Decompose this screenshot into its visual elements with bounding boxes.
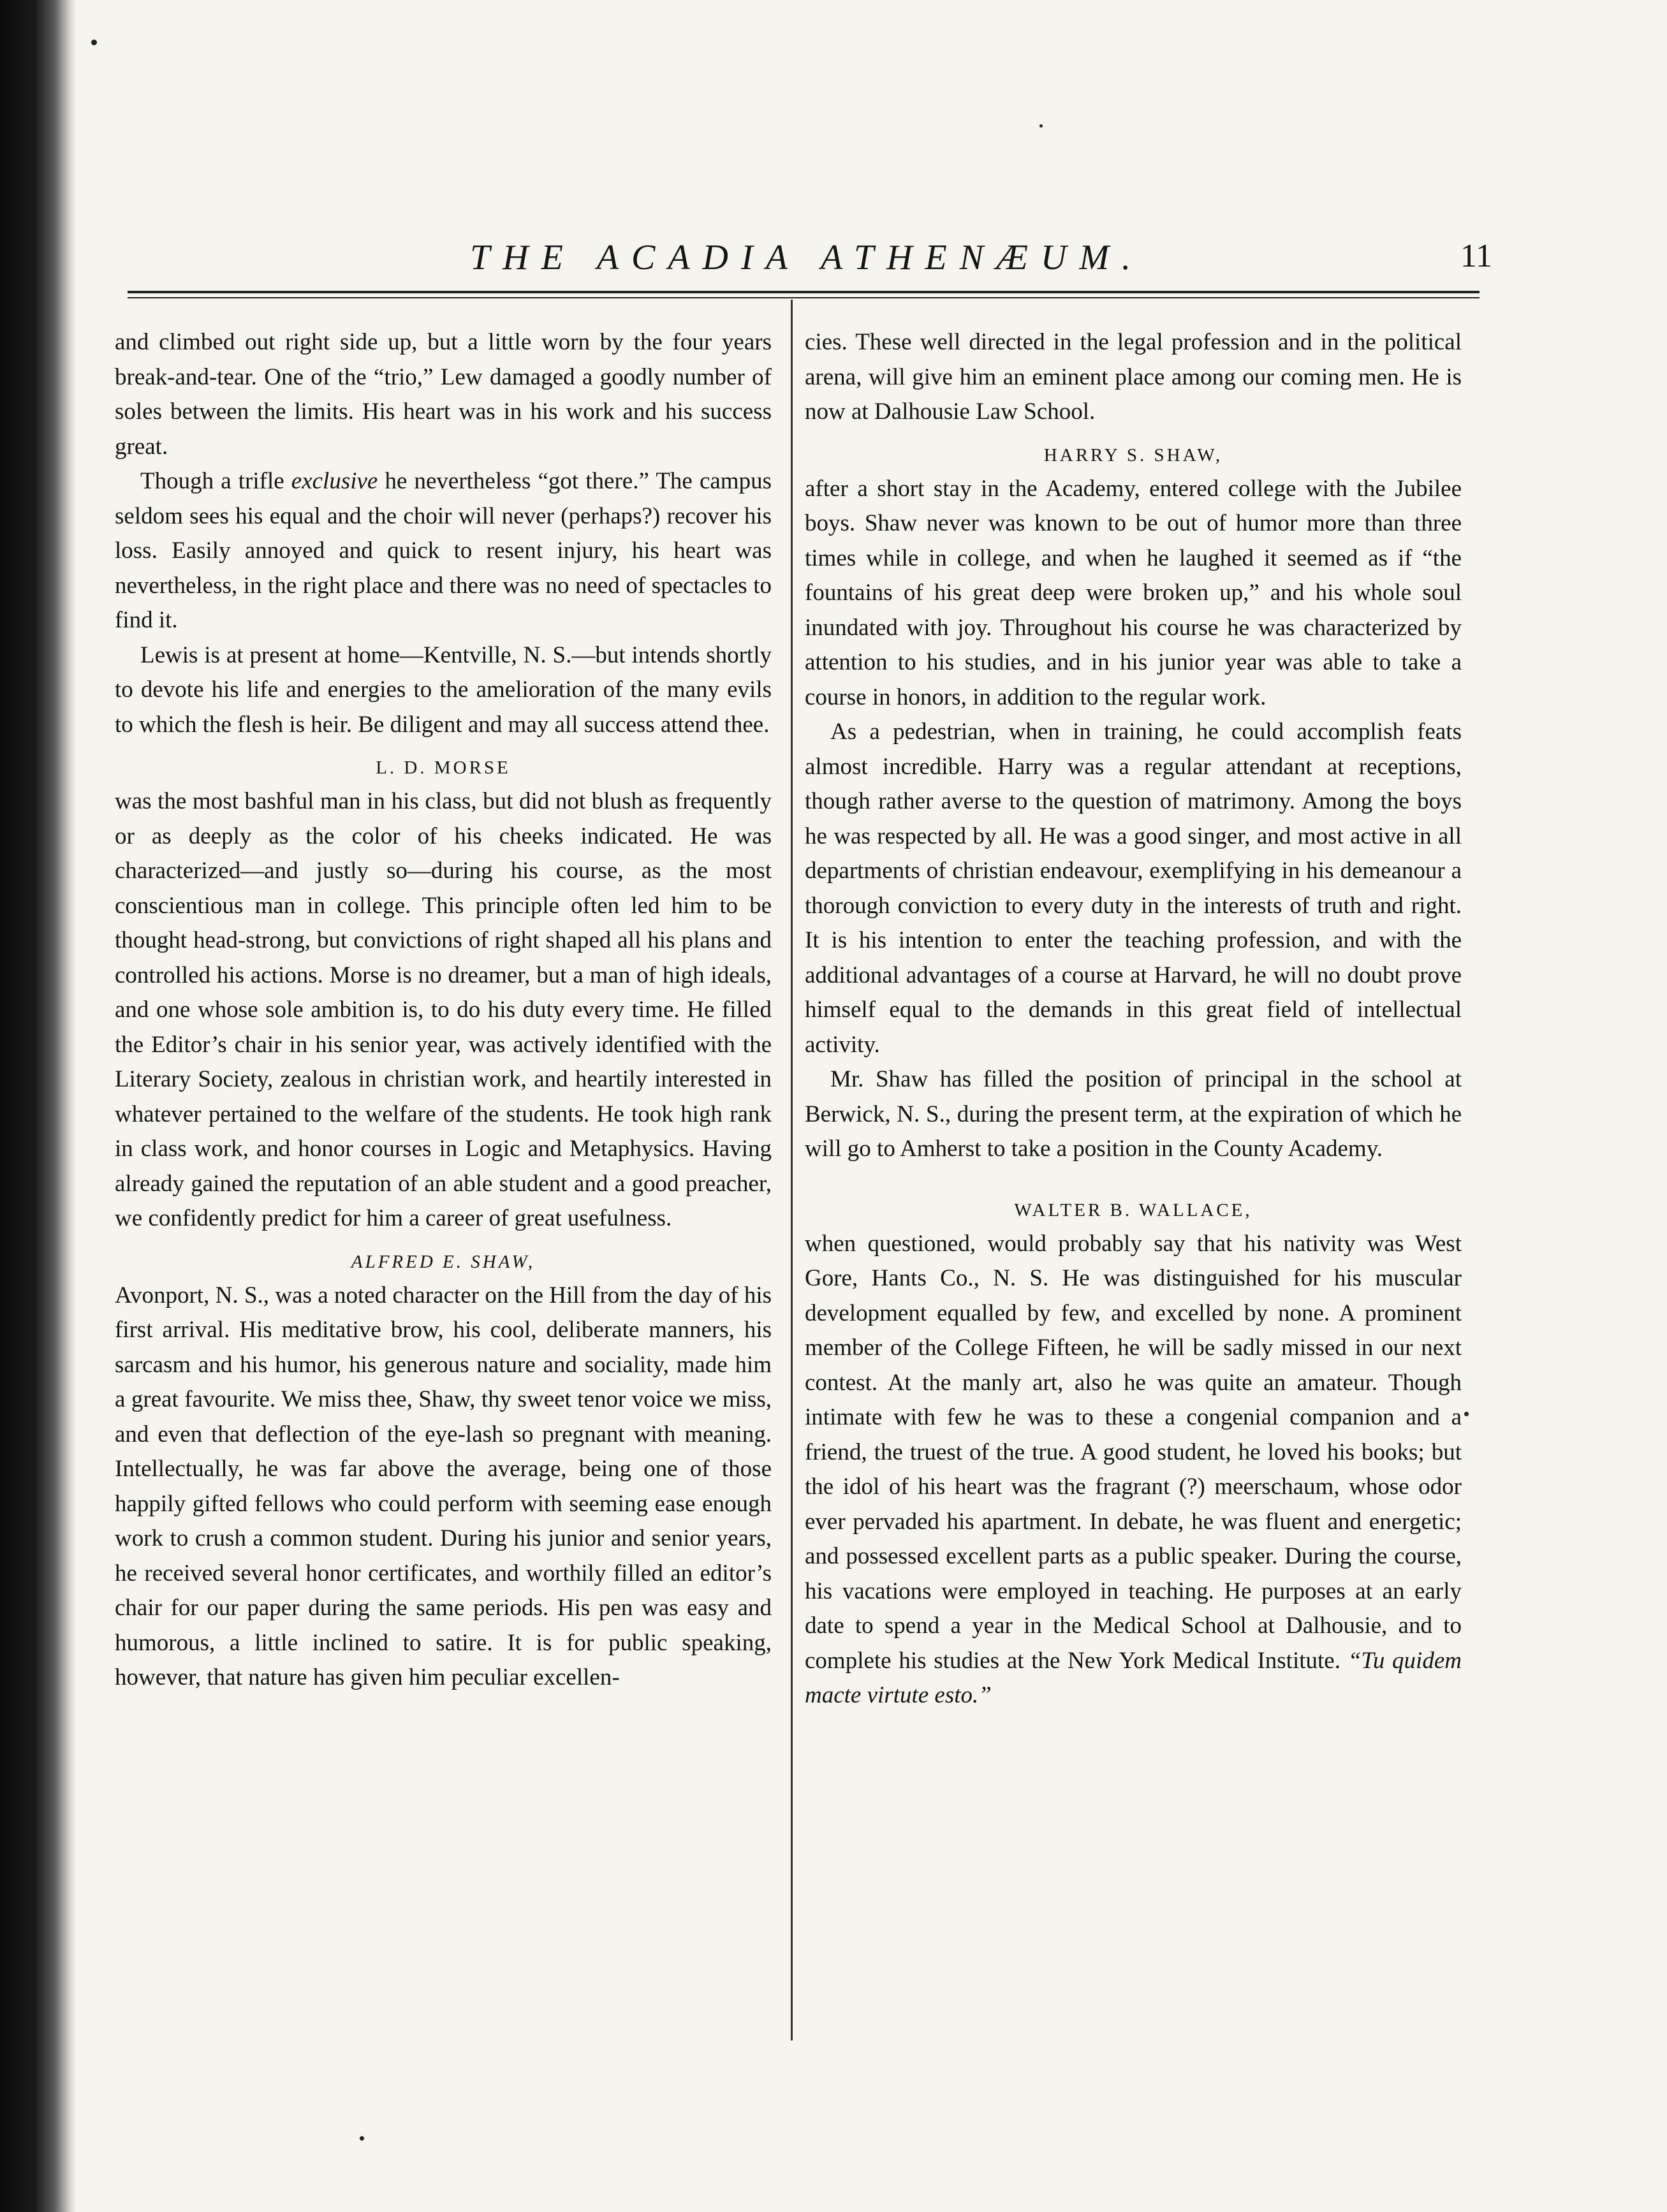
- section-heading-harry-shaw: HARRY S. SHAW,: [1043, 444, 1223, 465]
- speck: [1464, 1412, 1469, 1416]
- paragraph: when questioned, would probably say that his nativity was West Gore, Hants Co., N. S. He was distinguished for his muscular development equalled by few, and excelled by none. A prominent member of the College Fifteen, he will be sadly missed in our next contest. At the manly art, also he was quite an amateur. Though intimate with few he was to these a congenial companion and a friend, the truest of the true. A good student, he loved his books; but the idol of his heart was the fragrant (?) meerschaum, whose odor ever pervaded his apartment. In debate, he was fluent and energetic; and possessed excellent parts as a public speaker. During the course, his vacations were employed in teaching. He purposes at an early date to spend a year in the Medical School at Dalhousie, and to complete his studies at the New York Medical Institute. “Tu quidem macte virtute esto.”: [805, 1230, 1462, 1708]
- section-heading-alfred-shaw: ALFRED E. SHAW,: [351, 1251, 536, 1272]
- paragraph: Avonport, N. S., was a noted character on the Hill from the day of his first arrival. His meditative brow, his cool, deliberate manners, his sarcasm and his humor, his generous nature and sociality, made him a great favourite. We miss thee, Shaw, thy sweet tenor voice we miss, and even that deflection of the eye-lash so pregnant with meaning. Intellectually, he was far above the average, being one of those happily gifted fellows who could perform with seeming ease enough work to crush a common student. During his junior and senior years, he received several honor certificates, and worthily filled an editor’s chair for our paper during the same periods. His pen was easy and humorous, a little inclined to satire. It is for public speaking, however, that nature has given him peculiar excellen-: [115, 1282, 772, 1690]
- speck: [360, 2136, 364, 2141]
- column-divider: [791, 300, 793, 2040]
- section-heading-wallace: WALTER B. WALLACE,: [1014, 1199, 1252, 1220]
- speck: [91, 40, 97, 45]
- paragraph: after a short stay in the Academy, entered college with the Jubilee boys. Shaw never was known to be out of humor more than three times while in college, and when he laughed it seemed as if “the fountains of his great deep were broken up,” and his whole soul inundated with joy. Throughout his course he was characterized by attention to his studies, and in his junior year was able to take a course in honors, in addition to the regular work.: [805, 475, 1462, 710]
- header-rule-bottom: [128, 297, 1480, 298]
- paragraph: Mr. Shaw has filled the position of principal in the school at Berwick, N. S., during the present term, at the expiration of which he will go to Amherst to take a position in the County Academy.: [805, 1066, 1462, 1162]
- paragraph: and climbed out right side up, but a little worn by the four years break-and-tear. One of the “trio,” Lew damaged a goodly number of soles between the limits. His heart was in his work and his success great.: [115, 329, 772, 460]
- section-heading-morse: L. D. MORSE: [376, 758, 511, 778]
- latin-quote: “Tu quidem macte virtute esto.”: [805, 1647, 1462, 1708]
- paragraph: was the most bashful man in his class, but did not blush as frequently or as deeply as the color of his cheeks indicated. He was characterized—and justly so—during his course, as the most conscientious man in college. This principle often led him to be thought head-strong, but convictions of right shaped all his plans and controlled his actions. Morse is no dreamer, but a man of high ideals, and one whose sole ambition is, to do his duty every time. He filled the Editor’s chair in his senior year, was actively identified with the Literary Society, zealous in christian work, and heartily interested in whatever pertained to the welfare of the students. He took high rank in class work, and honor courses in Logic and Metaphysics. Having already gained the reputation of an able student and a good preacher, we confidently predict for him a career of great usefulness.: [115, 788, 772, 1231]
- right-column: [805, 325, 1462, 1713]
- page-number: 11: [1460, 238, 1492, 274]
- running-header: [121, 237, 1492, 282]
- page-binding-edge: [0, 0, 77, 2212]
- journal-title: THE ACADIA ATHENÆUM.: [470, 238, 1143, 277]
- paragraph: As a pedestrian, when in training, he could accomplish feats almost incredible. Harry was a regular attendant at receptions, though rather averse to the question of matrimony. Among the boys he was respected by all. He was a good singer, and most active in all departments of christian endeavour, exemplifying in his demeanour a thorough conviction to every duty in the interests of truth and right. It is his intention to enter the teaching profession, and with the additional advantages of a course at Harvard, he will no doubt prove himself equal to the demands in this great field of intellectual activity.: [805, 719, 1462, 1058]
- left-column: [115, 325, 772, 1696]
- speck: [1039, 124, 1043, 128]
- paragraph: cies. These well directed in the legal profession and in the political arena, will give him an eminent place among our coming men. He is now at Dalhousie Law School.: [805, 329, 1462, 425]
- header-rule-top: [128, 291, 1480, 293]
- paragraph: Though a trifle exclusive he nevertheless “got there.” The campus seldom sees his equal and the choir will never (perhaps?) recover his loss. Easily annoyed and quick to resent injury, his heart was nevertheless, in the right place and there was no need of spectacles to find it.: [115, 468, 772, 633]
- paragraph: Lewis is at present at home—Kentville, N. S.—but intends shortly to devote his life and energies to the amelioration of the many evils to which the flesh is heir. Be diligent and may all success attend thee.: [115, 641, 772, 738]
- emphasis: exclusive: [291, 468, 378, 494]
